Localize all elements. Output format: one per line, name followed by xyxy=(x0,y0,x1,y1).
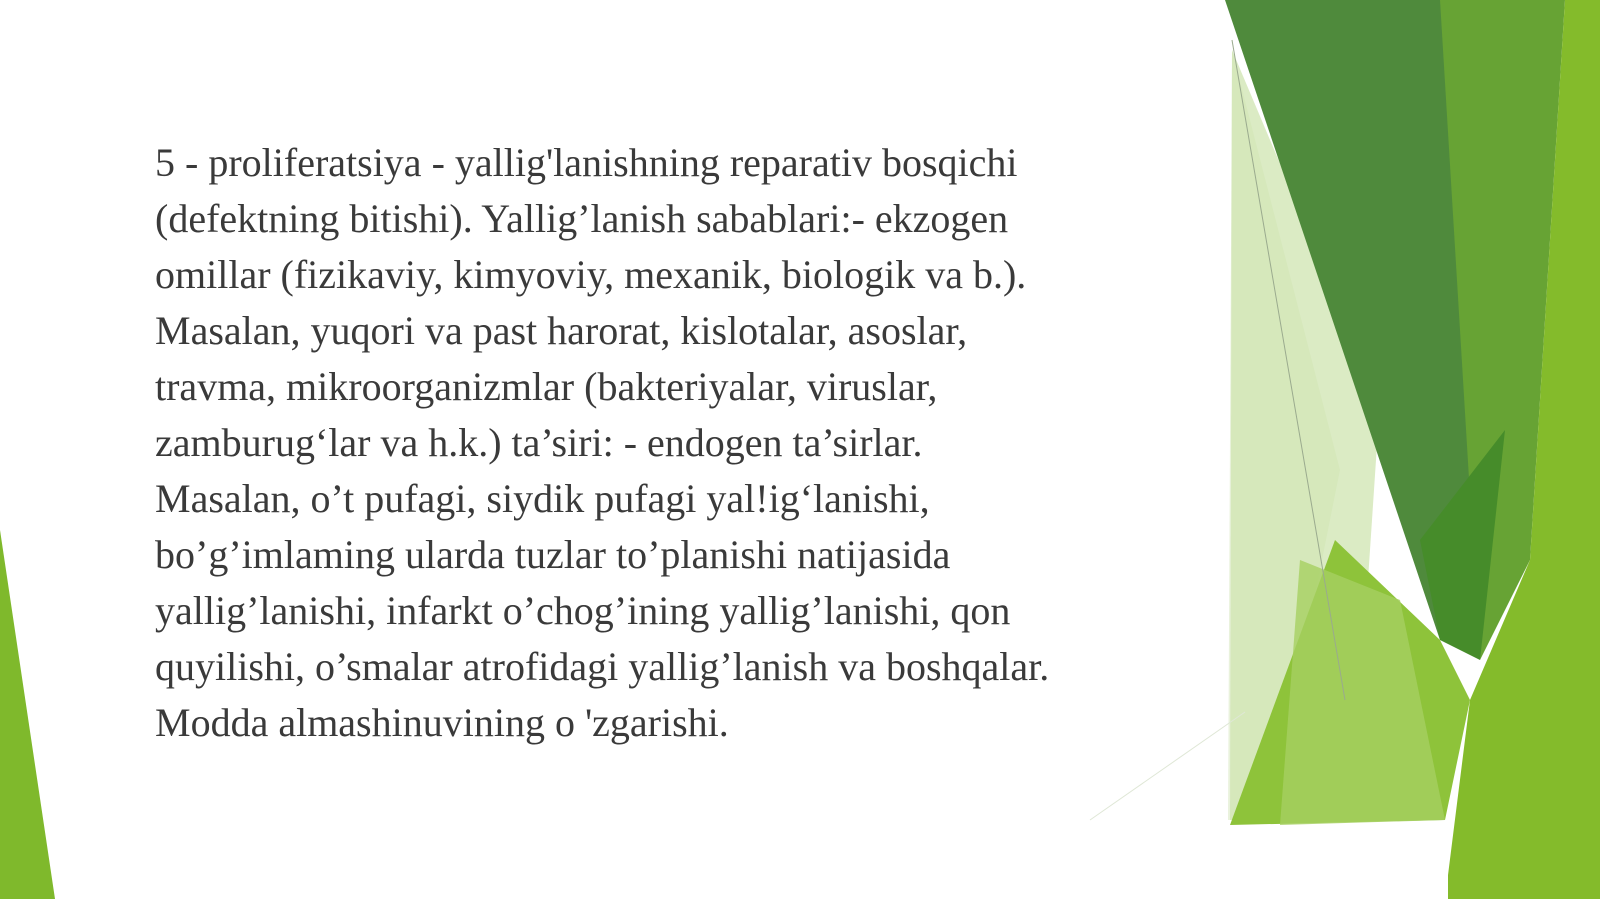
body-line: 5 - proliferatsiya - yallig'lanishning reparativ bosqichi xyxy=(155,140,1018,185)
body-line: Masalan, yuqori va past harorat, kislotalar, asoslar, xyxy=(155,308,968,353)
body-line: travma, mikroorganizmlar (bakteriyalar, viruslar, xyxy=(155,364,938,409)
bottom-white-strip xyxy=(1230,826,1448,899)
body-line: omillar (fizikaviy, kimyoviy, mexanik, biologik va b.). xyxy=(155,252,1027,297)
body-line: yallig’lanishi, infarkt o’chog’ining yallig’lanishi, qon xyxy=(155,588,1011,633)
left-green-facet xyxy=(0,530,55,899)
body-line: (defektning bitishi). Yallig’lanish sabablari:- ekzogen xyxy=(155,196,1009,241)
body-line: bo’g’imlaming ularda tuzlar to’planishi natijasida xyxy=(155,532,951,577)
body-line: Masalan, o’t pufagi, siydik pufagi yal!ig‘lanishi, xyxy=(155,476,930,521)
body-line: quyilishi, o’smalar atrofidagi yallig’lanish va boshqalar. xyxy=(155,644,1050,689)
body-line: zamburug‘lar va h.k.) ta’siri: - endogen ta’sirlar. xyxy=(155,420,923,465)
slide-body-text xyxy=(155,135,1215,751)
body-line: Modda almashinuvining o 'zgarishi. xyxy=(155,700,729,745)
